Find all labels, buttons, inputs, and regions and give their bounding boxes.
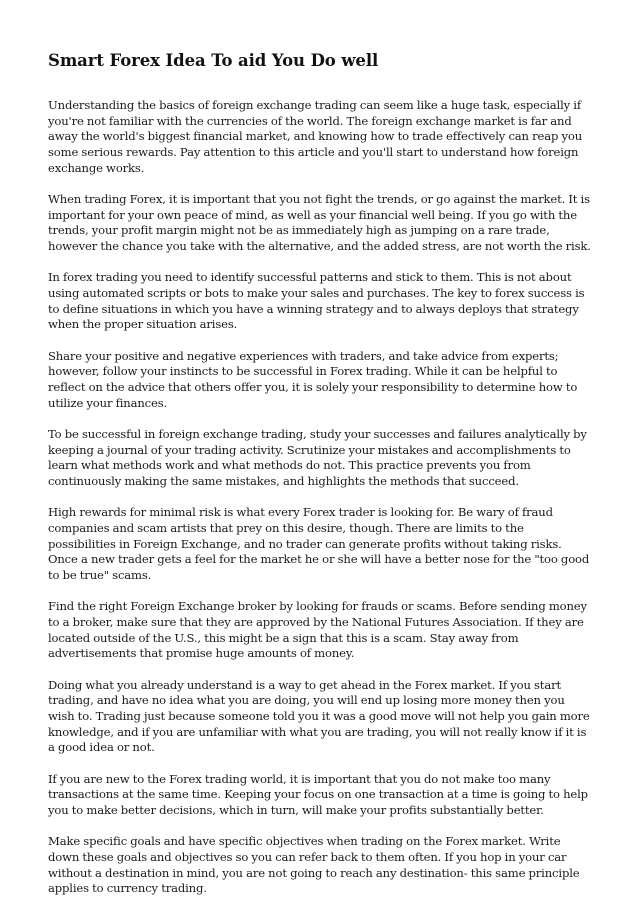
paragraph: If you are new to the Forex trading world, it is important that you do not make too many transactions at the same time. Keeping your focus on one transaction at a time is going to help you to make better decisions, which in turn, will make your profits substantially better. xyxy=(48,771,588,818)
paragraph: Understanding the basics of foreign exchange trading can seem like a huge task, especially if you're not familiar with the currencies of the world. The foreign exchange market is far and away the world's biggest financial market, and knowing how to trade effectively can reap you some serious rewards. Pay attention to this article and you'll start to understand how foreign exchange works. xyxy=(48,98,583,175)
document-title: Smart Forex Idea To aid You Do well xyxy=(48,51,379,70)
document-page xyxy=(48,50,594,913)
paragraph: In forex trading you need to identify successful patterns and stick to them. This is not about using automated scripts or bots to make your sales and purchases. The key to forex success is to define situations in which you have a winning strategy and to always deploys that strategy when the proper situation arises. xyxy=(48,270,585,332)
paragraph: When trading Forex, it is important that you not fight the trends, or go against the market. It is important for your own peace of mind, as well as your financial well being. If you go with the trends, your profit margin might not be as immediately high as jumping on a rare trade, however the chance you take with the alternative, and the added stress, are not worth the risk. xyxy=(48,192,591,254)
paragraph: Make specific goals and have specific objectives when trading on the Forex market. Write down these goals and objectives so you can refer back to them often. If you hop in your car without a destination in mind, you are not going to reach any destination- this same principle applies to currency trading. xyxy=(48,834,580,896)
paragraph: To be successful in foreign exchange trading, study your successes and failures analytically by keeping a journal of your trading activity. Scrutinize your mistakes and accomplishments to learn what methods work and what methods do not. This practice prevents you from continuously making the same mistakes, and highlights the methods that succeed. xyxy=(48,426,587,489)
paragraph: Share your positive and negative experiences with traders, and take advice from experts; however, follow your instincts to be successful in Forex trading. While it can be helpful to reflect on the advice that others offer you, it is solely your responsibility to determine how to utilize your finances. xyxy=(48,348,578,410)
paragraph: Doing what you already understand is a way to get ahead in the Forex market. If you start trading, and have no idea what you are doing, you will end up losing more money then you wish to. Trading just because someone told you it was a good move will not help you gain more knowledge, and if you are unfamiliar with what you are trading, you will not really know if it is a good idea or not. xyxy=(48,677,590,755)
paragraph: Find the right Foreign Exchange broker by looking for frauds or scams. Before sending money to a broker, make sure that they are approved by the National Futures Association. If they are located outside of the U.S., this might be a sign that this is a scam. Stay away from advertisements that promise huge amounts of money. xyxy=(48,599,587,661)
paragraph: High rewards for minimal risk is what every Forex trader is looking for. Be wary of fraud companies and scam artists that prey on this desire, though. There are limits to the possibilities in Foreign Exchange, and no trader can generate profits without taking risks. Once a new trader gets a feel for the market he or she will have a better nose for the "too good to be true" scams. xyxy=(48,505,590,583)
